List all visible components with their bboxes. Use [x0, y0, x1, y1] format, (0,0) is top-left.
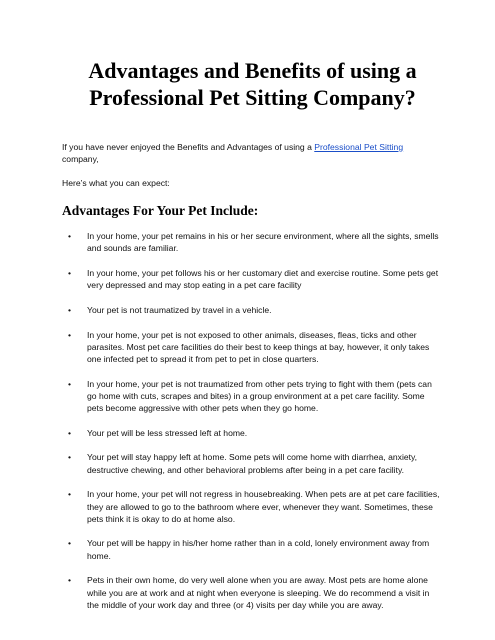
advantage-item-secure-environment: [62, 230, 442, 254]
page-title: Advantages and Benefits of using a Professional Pet Sitting Company?: [88, 58, 417, 110]
advantage-item-housebreaking: [62, 488, 442, 525]
intro-text-after-link: company,: [62, 154, 99, 164]
advantage-text: In your home, your pet remains in his or her secure environment, where all the sights, smells and sounds are familiar.: [87, 231, 439, 254]
advantage-text: Your pet will be happy in his/her home rather than in a cold, lonely environment away from home.: [87, 538, 430, 561]
bullet-icon: •: [68, 575, 72, 586]
advantages-list: [62, 230, 442, 623]
bullet-icon: •: [68, 378, 72, 389]
expectation-line: Here’s what you can expect:: [62, 178, 170, 188]
advantage-text: In your home, your pet is not exposed to other animals, diseases, fleas, ticks and other parasites. Most pet care facilities do their best to keep things at bay, however, it only takes one infected pet to spread it from pet to pet in close quarters.: [87, 329, 430, 364]
section-heading: Advantages For Your Pet Include:: [62, 203, 259, 218]
advantage-item-no-travel: [62, 304, 442, 316]
advantage-item-no-disease-exposure: [62, 329, 442, 366]
advantage-text: In your home, your pet is not traumatized from other pets trying to fight with them (pets can go home with cuts, scrapes and bites) in a group environment at a pet care facility. Some pets become aggressive with other pets when they go home.: [87, 378, 432, 414]
advantage-item-home-environment: [62, 537, 442, 561]
advantage-text: Your pet will be less stressed left at home.: [87, 427, 248, 438]
intro-text-before-link: If you have never enjoyed the Benefits and Advantages of using a: [62, 142, 315, 152]
advantage-item-alone-at-home: [62, 574, 442, 611]
bullet-icon: •: [68, 452, 72, 463]
advantage-text: In your home, your pet follows his or her customary diet and exercise routine. Some pets get very depressed and may stop eating in a pet care facility: [87, 267, 439, 291]
advantage-item-stays-happy: [62, 451, 442, 475]
advantage-text: Your pet is not traumatized by travel in a vehicle.: [87, 304, 272, 315]
bullet-icon: •: [68, 304, 72, 315]
bullet-icon: •: [68, 489, 72, 500]
bullet-icon: •: [68, 231, 72, 241]
advantage-text: In your home, your pet will not regress in housebreaking. When pets are at pet care facilities, they are allowed to go to the bathroom where ever, whenever they want. Sometimes, these pets think it is okay to do at home also.: [87, 489, 440, 524]
advantage-item-less-stressed: [62, 427, 442, 439]
bullet-icon: •: [68, 267, 72, 278]
professional-pet-sitting-link[interactable]: Professional Pet Sitting: [314, 142, 404, 152]
advantage-item-diet-routine: [62, 267, 442, 291]
intro-paragraph: [62, 141, 440, 165]
bullet-icon: •: [68, 538, 72, 549]
advantage-item-no-fighting: [62, 378, 442, 415]
bullet-icon: •: [68, 427, 72, 438]
bullet-icon: •: [68, 329, 72, 340]
advantage-text: Your pet will stay happy left at home. Some pets will come home with diarrhea, anxiety, destructive chewing, and other behavioral problems after being in a pet care facility.: [87, 452, 418, 475]
advantage-text: Pets in their own home, do very well alone when you are away. Most pets are home alone while you are at work and at night when everyone is sleeping. We do recommend a visit in the middle of your work day and three (or 4) visits per day while you are away.: [87, 575, 430, 610]
